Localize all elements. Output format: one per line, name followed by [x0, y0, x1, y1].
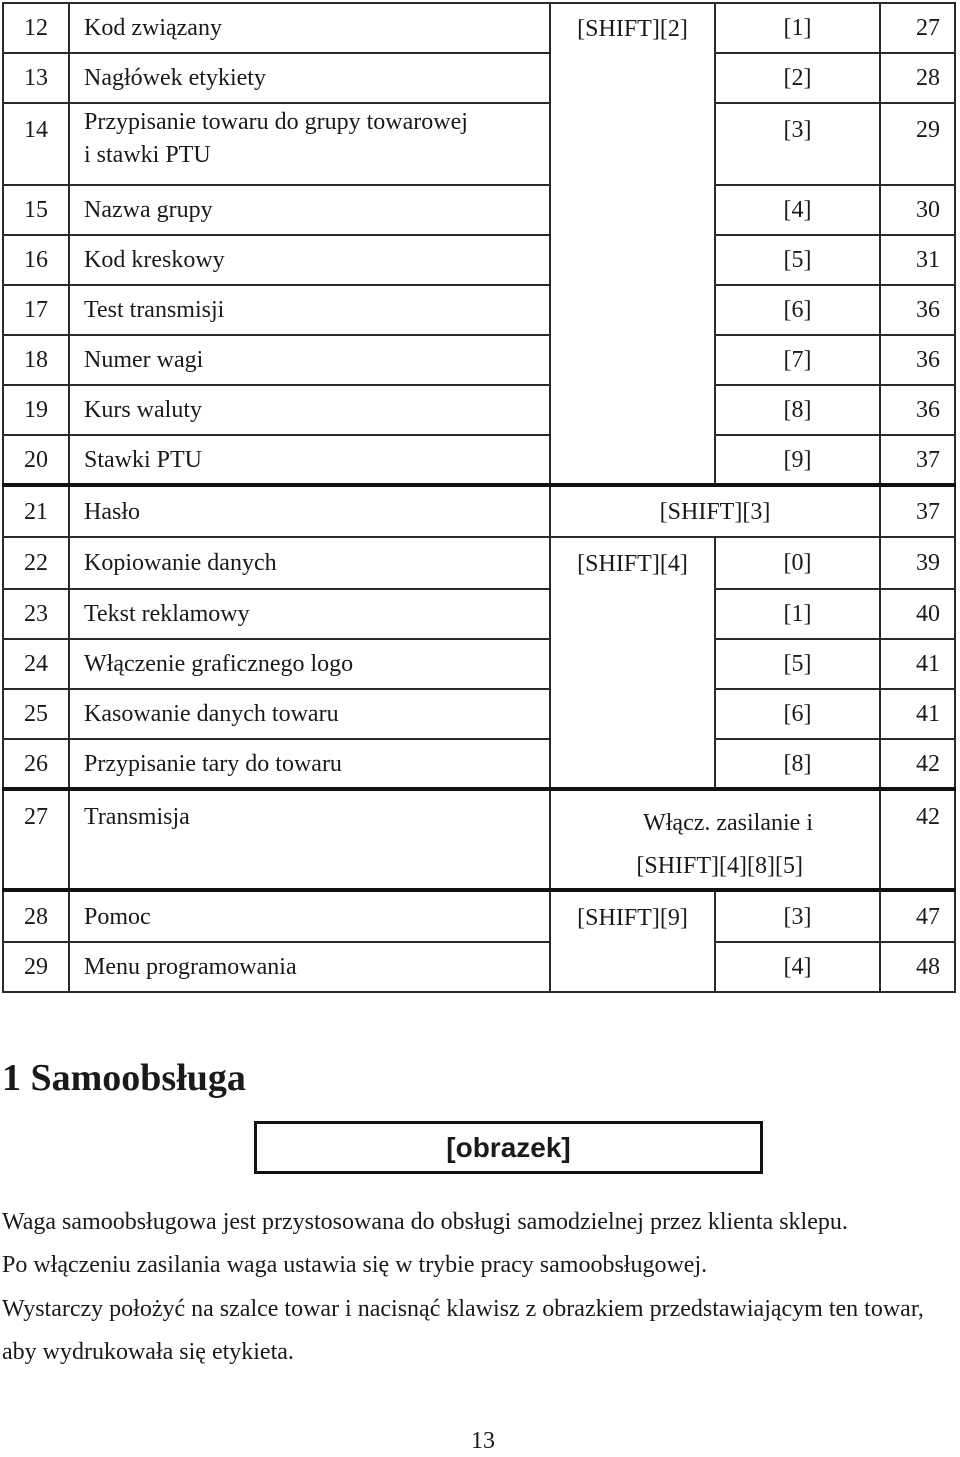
- page-reference: 48: [880, 942, 955, 992]
- row-number: 21: [3, 485, 69, 537]
- paragraph: Po włączeniu zasilania waga ustawia się w trybie pracy samoobsługowej.: [2, 1252, 708, 1279]
- table-row: [3, 537, 955, 589]
- function-name-line-1: Przypisanie towaru do grupy towarowej: [84, 109, 468, 135]
- key-combo-line-1: Włącz. zasilanie i: [643, 810, 813, 836]
- page-reference: 27: [880, 3, 955, 53]
- key-code: [7]: [715, 335, 880, 385]
- shift-key-combo: [SHIFT][4]: [550, 537, 715, 789]
- shift-key-combo: [SHIFT][3]: [550, 485, 880, 537]
- table-row: [3, 185, 955, 235]
- row-number: 22: [3, 537, 69, 589]
- table-row: [3, 53, 955, 103]
- function-name: Nagłówek etykiety: [69, 53, 550, 103]
- table-row: [3, 789, 955, 890]
- table-row: [3, 942, 955, 992]
- row-number: 29: [3, 942, 69, 992]
- row-number: 15: [3, 185, 69, 235]
- row-number: 13: [3, 53, 69, 103]
- page-reference: 36: [880, 285, 955, 335]
- key-code: [4]: [715, 942, 880, 992]
- page-reference: 39: [880, 537, 955, 589]
- paragraph: Waga samoobsługowa jest przystosowana do obsługi samodzielnej przez klienta sklepu.: [2, 1209, 848, 1235]
- key-code: [5]: [715, 639, 880, 689]
- function-name: Przypisanie tary do towaru: [69, 739, 550, 789]
- key-code: [4]: [715, 185, 880, 235]
- section-title: 1 Samoobsługa: [2, 1057, 246, 1099]
- table-row: [3, 335, 955, 385]
- function-name: Stawki PTU: [69, 435, 550, 485]
- page-reference: 29: [880, 103, 955, 185]
- page-reference: 28: [880, 53, 955, 103]
- key-code: [5]: [715, 235, 880, 285]
- function-name: Kopiowanie danych: [69, 537, 550, 589]
- paragraph: Wystarczy położyć na szalce towar i nacisnąć klawisz z obrazkiem przedstawiającym ten towar, aby wydrukowała się etykieta.: [2, 1295, 924, 1365]
- function-name: Tekst reklamowy: [69, 589, 550, 639]
- page-reference: 41: [880, 689, 955, 739]
- key-code: [2]: [715, 53, 880, 103]
- page-reference: 42: [880, 739, 955, 789]
- function-name: Hasło: [69, 485, 550, 537]
- row-number: 24: [3, 639, 69, 689]
- key-code: [3]: [715, 890, 880, 942]
- row-number: 20: [3, 435, 69, 485]
- key-code: [9]: [715, 435, 880, 485]
- key-code: [8]: [715, 385, 880, 435]
- function-name-line-2: i stawki PTU: [84, 142, 211, 168]
- table-row: [3, 285, 955, 335]
- page-reference: 36: [880, 385, 955, 435]
- row-number: 26: [3, 739, 69, 789]
- page-reference: 30: [880, 185, 955, 235]
- section-body: [2, 1201, 960, 1374]
- table-row: [3, 739, 955, 789]
- function-name: Menu programowania: [69, 942, 550, 992]
- image-placeholder: [254, 1121, 763, 1174]
- table-row: [3, 589, 955, 639]
- menu-functions-table: [2, 2, 956, 993]
- page-reference: 47: [880, 890, 955, 942]
- page-reference: 40: [880, 589, 955, 639]
- row-number: 23: [3, 589, 69, 639]
- row-number: 19: [3, 385, 69, 435]
- page-reference: 31: [880, 235, 955, 285]
- table-row: [3, 689, 955, 739]
- shift-key-combo: [SHIFT][2]: [550, 3, 715, 485]
- key-code: [3]: [715, 103, 880, 185]
- table-row: [3, 890, 955, 942]
- key-code: [8]: [715, 739, 880, 789]
- key-combo-line-2: [SHIFT][4][8][5]: [636, 853, 803, 879]
- page-number: 13: [471, 1428, 495, 1454]
- function-name: Test transmisji: [69, 285, 550, 335]
- row-number: 14: [3, 103, 69, 185]
- function-name: Nazwa grupy: [69, 185, 550, 235]
- function-name: Kod związany: [69, 3, 550, 53]
- function-name: Numer wagi: [69, 335, 550, 385]
- page-reference: 41: [880, 639, 955, 689]
- table-row: [3, 235, 955, 285]
- table-row: [3, 485, 955, 537]
- row-number: 12: [3, 3, 69, 53]
- page-reference: 37: [880, 435, 955, 485]
- row-number: 17: [3, 285, 69, 335]
- row-number: 28: [3, 890, 69, 942]
- table-row: [3, 3, 955, 53]
- function-name: Kod kreskowy: [69, 235, 550, 285]
- image-placeholder-label: [obrazek]: [446, 1131, 571, 1163]
- row-number: 25: [3, 689, 69, 739]
- table-row: [3, 639, 955, 689]
- row-number: 18: [3, 335, 69, 385]
- page-reference: 37: [880, 485, 955, 537]
- row-number: 16: [3, 235, 69, 285]
- function-name: Transmisja: [69, 789, 550, 890]
- page-reference: 42: [880, 789, 955, 890]
- key-code: [6]: [715, 689, 880, 739]
- key-code: [6]: [715, 285, 880, 335]
- table-row: [3, 385, 955, 435]
- function-name: Kasowanie danych towaru: [69, 689, 550, 739]
- shift-key-combo: [550, 789, 880, 890]
- row-number: 27: [3, 789, 69, 890]
- function-name: Kurs waluty: [69, 385, 550, 435]
- table-row: [3, 435, 955, 485]
- key-code: [0]: [715, 537, 880, 589]
- function-name: [69, 103, 550, 185]
- shift-key-combo: [SHIFT][9]: [550, 890, 715, 992]
- table-row: [3, 103, 955, 185]
- key-code: [1]: [715, 3, 880, 53]
- page-reference: 36: [880, 335, 955, 385]
- function-name: Włączenie graficznego logo: [69, 639, 550, 689]
- function-name: Pomoc: [69, 890, 550, 942]
- key-code: [1]: [715, 589, 880, 639]
